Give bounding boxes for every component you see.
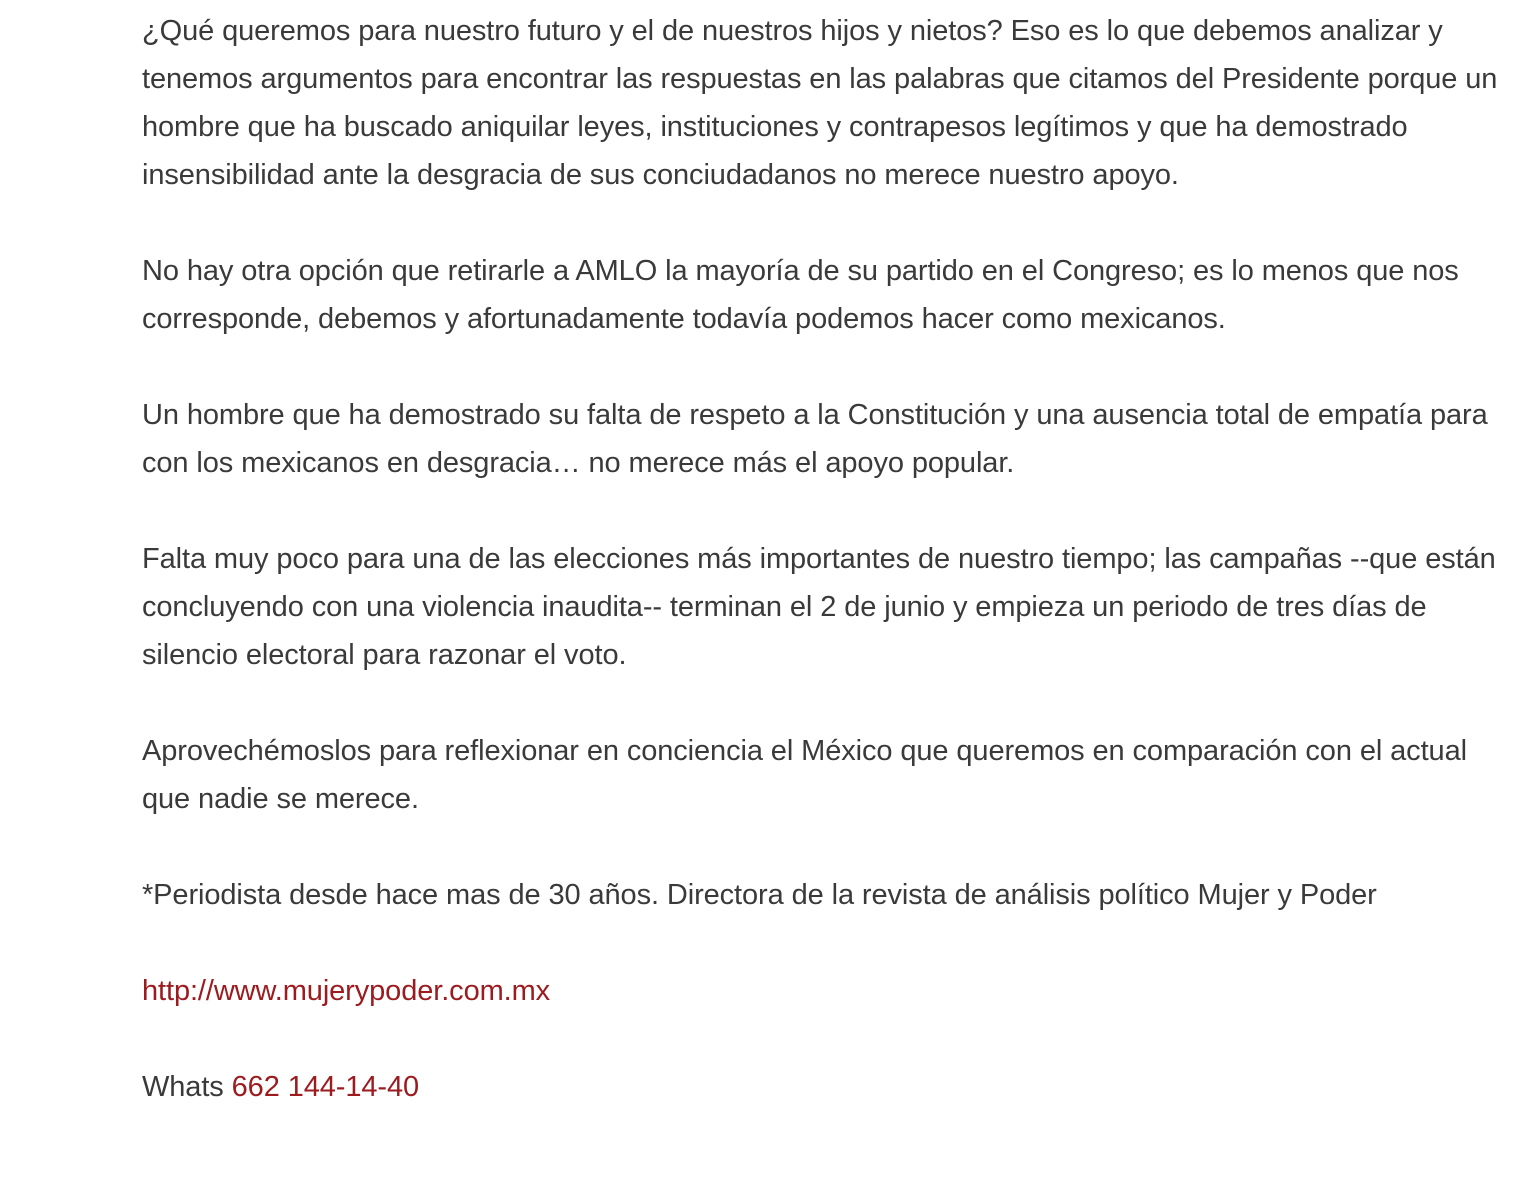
paragraph-elections: Falta muy poco para una de las elecciones más importantes de nuestro tiempo; las campañas --que están concluyendo con una violencia inaudita-- terminan el 2 de junio y empieza un periodo de tres días de silencio electoral para razonar el voto. (142, 543, 1496, 671)
paragraph-reflection: Aprovechémoslos para reflexionar en conciencia el México que queremos en comparación con el actual que nadie se merece. (142, 735, 1467, 815)
whats-label: Whats (142, 1071, 232, 1103)
website-paragraph (142, 967, 1512, 1015)
whats-paragraph (142, 1063, 1512, 1111)
paragraph-constitution: Un hombre que ha demostrado su falta de respeto a la Constitución y una ausencia total de empatía para con los mexicanos en desgracia… no merece más el apoyo popular. (142, 399, 1488, 479)
author-note: *Periodista desde hace mas de 30 años. Directora de la revista de análisis político Mujer y Poder (142, 879, 1377, 911)
paragraph-future: ¿Qué queremos para nuestro futuro y el de nuestros hijos y nietos? Eso es lo que debemos analizar y tenemos argumentos para encontrar las respuestas en las palabras que citamos del Presidente porque un hombre que ha buscado aniquilar leyes, instituciones y contrapesos legítimos y que ha demostrado insensibilidad ante la desgracia de sus conciudadanos no merece nuestro apoyo. (142, 15, 1498, 191)
article-body (142, 7, 1512, 1111)
website-link[interactable]: http://www.mujerypoder.com.mx (142, 975, 551, 1007)
whats-phone-link[interactable]: 662 144-14-40 (231, 1071, 420, 1103)
paragraph-congress: No hay otra opción que retirarle a AMLO la mayoría de su partido en el Congreso; es lo menos que nos corresponde, debemos y afortunadamente todavía podemos hacer como mexicanos. (142, 255, 1459, 335)
